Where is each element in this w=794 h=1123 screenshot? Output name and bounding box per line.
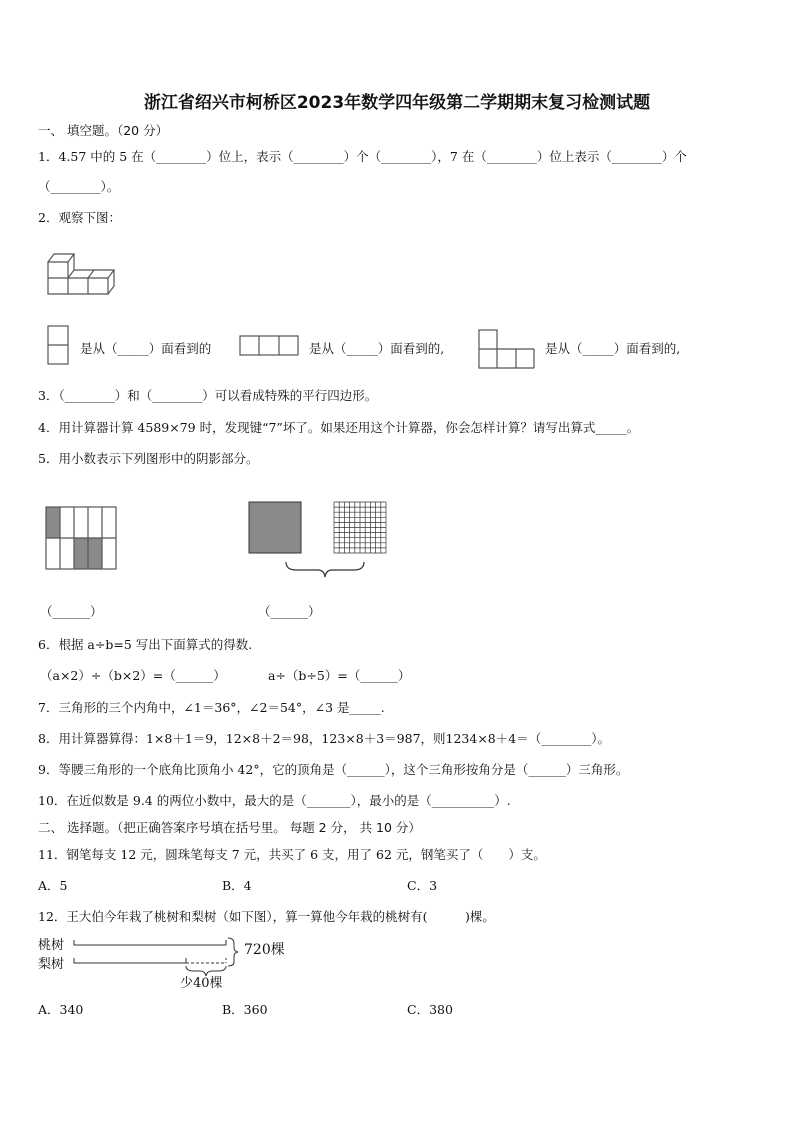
view-mid-figure — [238, 334, 302, 358]
view-right-figure — [476, 326, 540, 370]
question-5-blank-a: （______） — [40, 604, 103, 619]
question-3: 3．（________）和（________）可以看成特殊的平行四边形。 — [38, 388, 378, 403]
brace-figure — [284, 560, 366, 580]
question-6-calc-b: a÷（b÷5）=（______） — [268, 668, 411, 683]
question-1-line-1: 1．4.57 中的 5 在（________）位上，表示（________）个（________），7 在（________）位上表示（________）个 — [38, 149, 687, 164]
label-less: 少40棵 — [180, 976, 223, 991]
question-12-option-c: C．380 — [407, 1002, 453, 1017]
question-2-view-left: 是从（_____）面看到的 — [80, 341, 212, 356]
question-2-view-mid: 是从（_____）面看到的, — [309, 341, 445, 356]
question-11-option-c: C．3 — [407, 878, 438, 893]
question-5: 5．用小数表示下列图形中的阴影部分。 — [38, 451, 259, 466]
question-9: 9．等腰三角形的一个底角比顶角小 42°，它的顶角是（______），这个三角形按角分是（______）三角形。 — [38, 762, 629, 777]
question-11-option-a: A．5 — [38, 878, 68, 893]
question-5-blank-b: （______） — [258, 604, 321, 619]
question-12: 12．王大伯今年栽了桃树和梨树（如下图），算一算他今年栽的桃树有( )棵。 — [38, 909, 495, 924]
page-title: 浙江省绍兴市柯桥区2023年数学四年级第二学期期末复习检测试题 — [143, 93, 651, 113]
section-heading-choice: 二、 选择题。（把正确答案序号填在括号里。 每题 2 分， 共 10 分） — [38, 820, 421, 835]
question-6-calc-a: （a×2）÷（b×2）=（______） — [40, 668, 226, 683]
hundred-grid-figure — [332, 500, 390, 556]
section-heading-fill: 一、 填空题。（20 分） — [38, 123, 169, 138]
shaded-grid-figure — [44, 505, 120, 571]
question-10: 10．在近似数是 9.4 的两位小数中，最大的是（_______），最小的是（__________）. — [38, 793, 511, 808]
question-2-view-right: 是从（_____）面看到的, — [545, 341, 681, 356]
question-8: 8．用计算器算得：1×8＋1＝9，12×8＋2＝98，123×8＋3＝987，则1234×8＋4＝（________）。 — [38, 731, 610, 746]
cube-stack-figure — [44, 244, 124, 300]
question-1-line-2: （________）。 — [38, 179, 120, 194]
shaded-square-figure — [248, 501, 304, 555]
question-12-option-b: B．360 — [222, 1002, 268, 1017]
label-pear: 梨树 — [38, 957, 65, 972]
question-11-option-b: B．4 — [222, 878, 252, 893]
question-7: 7．三角形的三个内角中，∠1＝36°，∠2＝54°，∠3 是_____. — [38, 700, 385, 715]
label-total: 720棵 — [244, 942, 285, 958]
question-12-option-a: A．340 — [38, 1002, 84, 1017]
question-4: 4．用计算器计算 4589×79 时，发现键“7”坏了。如果还用这个计算器，你会怎样计算？请写出算式_____。 — [38, 420, 640, 435]
question-11: 11．钢笔每支 12 元，圆珠笔每支 7 元，共买了 6 支，用了 62 元，钢笔买了（ ）支。 — [38, 847, 546, 862]
question-2: 2．观察下图： — [38, 210, 121, 225]
view-left-figure — [46, 322, 72, 366]
question-6: 6．根据 a÷b=5 写出下面算式的得数. — [38, 637, 253, 652]
label-peach: 桃树 — [38, 938, 65, 953]
